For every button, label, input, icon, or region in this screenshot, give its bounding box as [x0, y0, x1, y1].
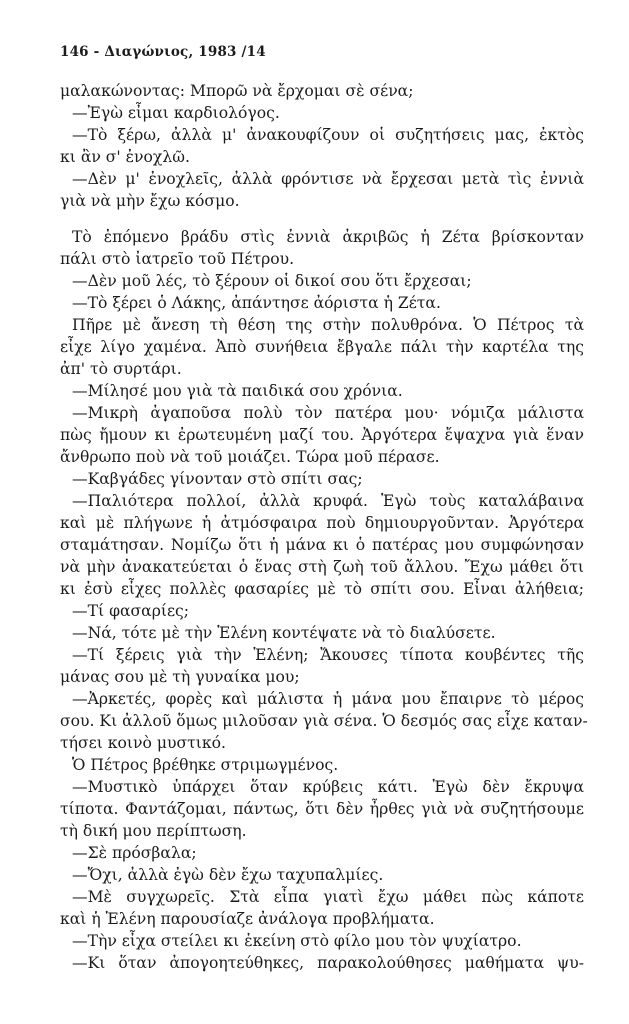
text-line: τὴ δική μου περίπτωση.	[60, 822, 247, 840]
text-line: —Καβγάδες γίνονταν στὸ σπίτι σας;	[72, 470, 363, 488]
text-line: καὶ μὲ πλήγωνε ἡ ἀτμόσφαιρα ποὺ δημιουργοῦνταν. Ἀργότερα	[60, 514, 584, 532]
text-line: σου. Κι ἀλλοῦ ὅμως μιλοῦσαν γιὰ σένα. Ὁ δεσμός σας εἶχε καταν-	[60, 712, 588, 730]
text-line: γιὰ νὰ μὴν ἔχω κόσμο.	[60, 192, 240, 210]
running-head: 146 - Διαγώνιος, 1983 /14	[60, 44, 266, 60]
text-line: κι ἐσὺ εἶχες πολλὲς φασαρίες μὲ τὸ σπίτι σου. Εἶναι ἀλήθεια;	[60, 580, 584, 598]
text-line: νὰ μὴν ἀνακατεύεται ὁ ἕνας στὴ ζωὴ τοῦ ἄλλου. Ἔχω μάθει ὅτι	[60, 558, 584, 576]
text-line: κι ἂν σ' ἐνοχλῶ.	[60, 148, 190, 166]
text-line: πὼς ἤμουν κι ἐρωτευμένη μαζί του. Ἀργότερα ἔψαχνα γιὰ ἕναν	[60, 426, 584, 444]
text-line: —Τὴν εἶχα στείλει κι ἐκείνη στὸ φίλο μου τὸν ψυχίατρο.	[72, 932, 522, 950]
text-line: —Μίλησέ μου γιὰ τὰ παιδικά σου χρόνια.	[72, 382, 403, 400]
text-line: —Τί φασαρίες;	[72, 602, 190, 620]
text-line: —Τὸ ξέρω, ἀλλὰ μ' ἀνακουφίζουν οἱ συζητήσεις μας, ἐκτὸς	[72, 126, 584, 144]
text-line: —Τὸ ξέρει ὁ Λάκης, ἀπάντησε ἀόριστα ἡ Ζέτα.	[72, 294, 441, 312]
text-line: ἀπ' τὸ συρτάρι.	[60, 360, 182, 378]
text-line: —Μὲ συγχωρεῖς. Στὰ εἶπα γιατὶ ἔχω μάθει πὼς κάποτε	[72, 888, 584, 906]
text-line: Πῆρε μὲ ἄνεση τὴ θέση της στὴν πολυθρόνα. Ὁ Πέτρος τὰ	[72, 316, 584, 334]
text-line: —Ὄχι, ἀλλὰ ἐγὼ δὲν ἔχω ταχυπαλμίες.	[72, 866, 384, 884]
text-line: —Παλιότερα πολλοί, ἀλλὰ κρυφά. Ἐγὼ τοὺς καταλάβαινα	[72, 492, 584, 510]
text-line: μαλακώνοντας: Μπορῶ νὰ ἔρχομαι σὲ σένα;	[60, 82, 414, 100]
text-line: —Μυστικὸ ὑπάρχει ὅταν κρύβεις κάτι. Ἐγὼ δὲν ἔκρυψα	[72, 778, 584, 796]
text-line: εἶχε λίγο χαμένα. Ἀπὸ συνήθεια ἔβγαλε πάλι τὴν καρτέλα της	[60, 338, 584, 356]
text-line: —Κι ὅταν ἀπογοητεύθηκες, παρακολούθησες μαθήματα ψυ-	[72, 954, 584, 972]
text-line: —Σὲ πρόσβαλα;	[72, 844, 197, 862]
text-line: —Δὲν μ' ἐνοχλεῖς, ἀλλὰ φρόντισε νὰ ἔρχεσαι μετὰ τὶς ἐννιὰ	[72, 170, 584, 188]
text-line: τίποτα. Φαντάζομαι, πάντως, ὅτι δὲν ἦρθες γιὰ νὰ συζητήσουμε	[60, 800, 584, 818]
text-line: Ὁ Πέτρος βρέθηκε στριμωγμένος.	[72, 756, 339, 774]
text-line: τήσει κοινὸ μυστικό.	[60, 734, 226, 752]
text-line: —Τί ξέρεις γιὰ τὴν Ἑλένη; Ἄκουσες τίποτα κουβέντες τῆς	[72, 646, 584, 664]
text-line: Τὸ ἑπόμενο βράδυ στὶς ἐννιὰ ἀκριβῶς ἡ Ζέτα βρίσκονταν	[72, 228, 584, 246]
text-line: πάλι στὸ ἰατρεῖο τοῦ Πέτρου.	[60, 250, 295, 268]
text-line: —Ἐγὼ εἶμαι καρδιολόγος.	[72, 104, 280, 122]
text-line: καὶ ἡ Ἑλένη παρουσίαζε ἀνάλογα προβλήματα.	[60, 910, 435, 928]
text-line: μάνας σου μὲ τὴ γυναίκα μου;	[60, 668, 300, 686]
text-line: σταμάτησαν. Νομίζω ὅτι ἡ μάνα κι ὁ πατέρας μου συμφώνησαν	[60, 536, 584, 554]
text-line: —Ἀρκετές, φορὲς καὶ μάλιστα ἡ μάνα μου ἔπαιρνε τὸ μέρος	[72, 690, 584, 708]
text-line: ἄνθρωπο ποὺ νὰ τοῦ μοιάζει. Τώρα μοῦ πέρασε.	[60, 448, 440, 466]
text-line: —Δὲν μοῦ λές, τὸ ξέρουν οἱ δικοί σου ὅτι ἔρχεσαι;	[72, 272, 472, 290]
text-line: —Μικρὴ ἀγαποῦσα πολὺ τὸν πατέρα μου· νόμιζα μάλιστα	[72, 404, 584, 422]
text-line: —Νά, τότε μὲ τὴν Ἑλένη κοντέψατε νὰ τὸ διαλύσετε.	[72, 624, 496, 642]
